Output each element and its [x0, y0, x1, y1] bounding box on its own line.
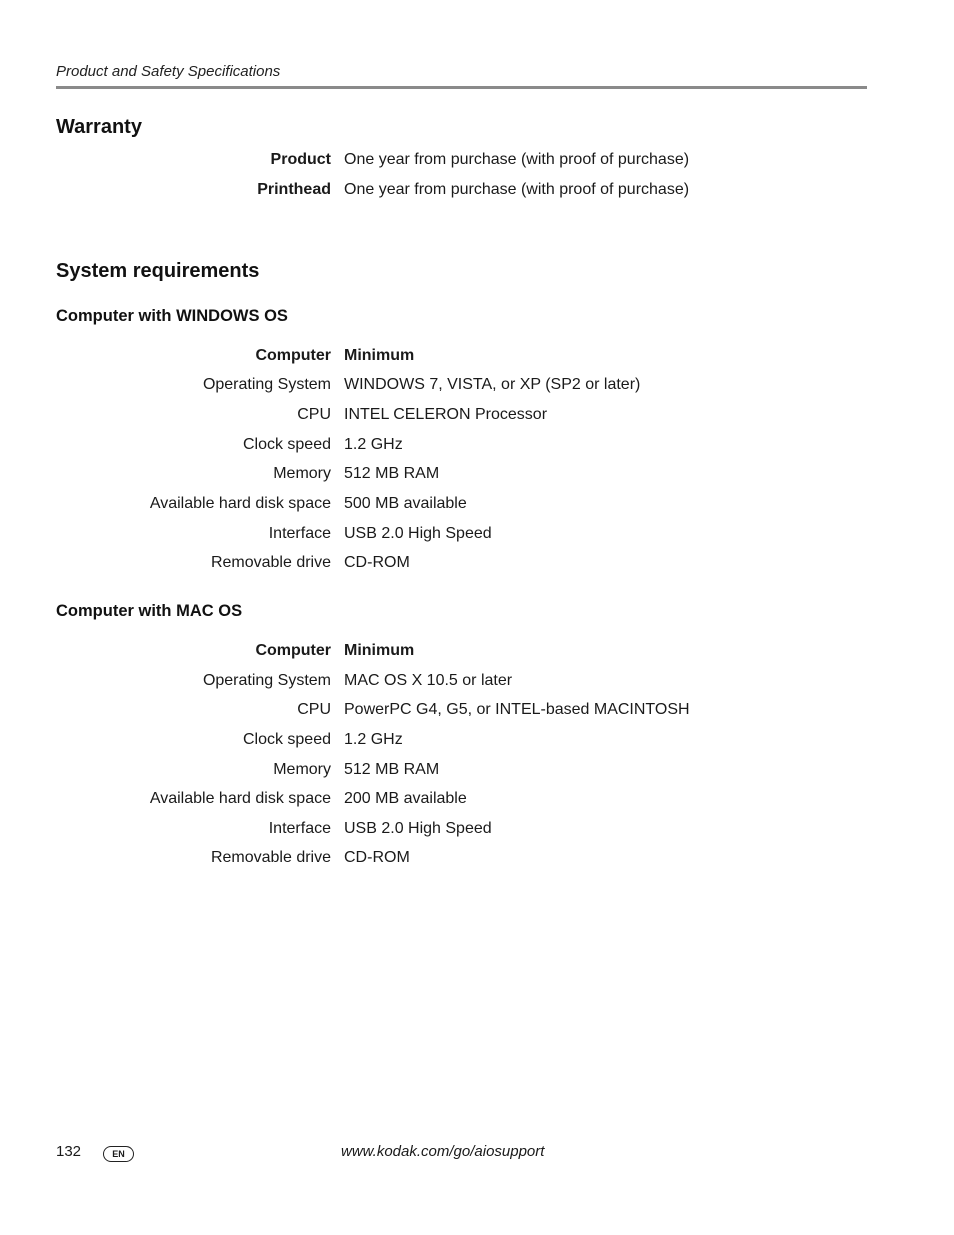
column-header-computer: Computer [255, 642, 331, 659]
row-value: CD-ROM [344, 554, 410, 571]
row-value: 200 MB available [344, 790, 467, 807]
table-row [0, 493, 954, 515]
row-value: 500 MB available [344, 495, 467, 512]
table-row [0, 818, 954, 840]
row-value: 1.2 GHz [344, 436, 403, 453]
row-value: 1.2 GHz [344, 731, 403, 748]
column-header-computer: Computer [255, 347, 331, 364]
column-header-minimum: Minimum [344, 642, 415, 659]
table-row [0, 729, 954, 751]
table-row [0, 699, 954, 721]
row-label: CPU [297, 406, 331, 423]
row-value: CD-ROM [344, 849, 410, 866]
warranty-label: Product [270, 151, 331, 168]
row-label: Clock speed [242, 436, 331, 453]
row-value: 512 MB RAM [344, 465, 440, 482]
mac-table-header [0, 640, 954, 662]
row-label: Memory [273, 761, 331, 778]
row-label: Removable drive [210, 554, 331, 571]
row-label: Removable drive [210, 849, 331, 866]
warranty-value: One year from purchase (with proof of purchase) [344, 151, 690, 168]
running-header: Product and Safety Specifications [56, 63, 281, 80]
table-row [0, 374, 954, 396]
row-value: WINDOWS 7, VISTA, or XP (SP2 or later) [344, 376, 641, 393]
row-label: Operating System [202, 376, 331, 393]
row-value: 512 MB RAM [344, 761, 440, 778]
row-value: INTEL CELERON Processor [344, 406, 548, 423]
row-label: Memory [273, 465, 331, 482]
support-url: www.kodak.com/go/aiosupport [341, 1143, 545, 1160]
warranty-label: Printhead [257, 181, 331, 198]
table-row [0, 404, 954, 426]
warranty-heading: Warranty [56, 116, 142, 138]
page-number: 132 [56, 1143, 82, 1160]
row-value: MAC OS X 10.5 or later [344, 672, 513, 689]
row-value: USB 2.0 High Speed [344, 820, 492, 837]
row-label: CPU [297, 701, 331, 718]
table-row [0, 523, 954, 545]
column-header-minimum: Minimum [344, 347, 415, 364]
language-badge: EN [103, 1146, 134, 1162]
windows-heading: Computer with WINDOWS OS [56, 307, 288, 325]
row-label: Interface [268, 525, 331, 542]
row-label: Available hard disk space [149, 495, 331, 512]
row-value: PowerPC G4, G5, or INTEL-based MACINTOSH [344, 701, 690, 718]
table-row [0, 463, 954, 485]
mac-heading: Computer with MAC OS [56, 602, 243, 620]
warranty-value: One year from purchase (with proof of purchase) [344, 181, 690, 198]
table-row [0, 670, 954, 692]
row-value: USB 2.0 High Speed [344, 525, 492, 542]
warranty-row [0, 149, 954, 171]
system-requirements-heading: System requirements [56, 260, 260, 282]
table-row [0, 552, 954, 574]
table-row [0, 788, 954, 810]
windows-table-header [0, 345, 954, 367]
row-label: Interface [268, 820, 331, 837]
table-row [0, 847, 954, 869]
table-row [0, 434, 954, 456]
header-rule [56, 86, 867, 89]
row-label: Clock speed [242, 731, 331, 748]
table-row [0, 759, 954, 781]
warranty-row [0, 179, 954, 201]
row-label: Available hard disk space [149, 790, 331, 807]
row-label: Operating System [202, 672, 331, 689]
